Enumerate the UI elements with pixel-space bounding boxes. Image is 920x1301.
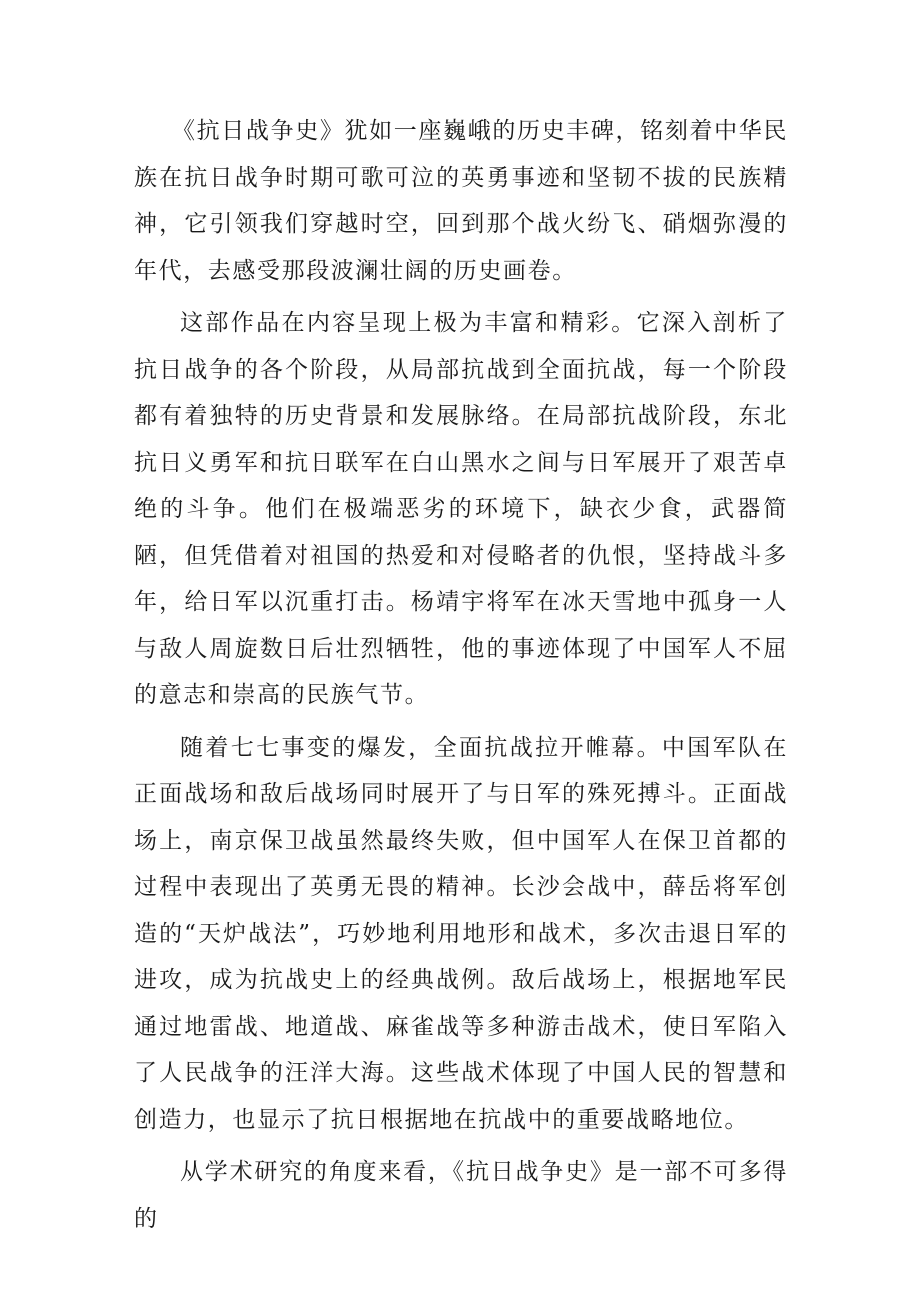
paragraph-4: 从学术研究的角度来看，《抗日战争史》是一部不可多得的 (134, 1159, 788, 1232)
paragraph-2: 这部作品在内容呈现上极为丰富和精彩。它深入剖析了抗日战争的各个阶段，从局部抗战到全面抗战，每一个阶段都有着独特的历史背景和发展脉络。在局部抗战阶段，东北抗日义勇军和抗日联军在白山黑水之间与日军展开了艰苦卓绝的斗争。他们在极端恶劣的环境下，缺衣少食，武器简陋，但凭借着对祖国的热爱和对侵略者的仇恨，坚持战斗多年，给日军以沉重打击。杨靖宇将军在冰天雪地中孤身一人与敌人周旋数日后壮烈牺牲，他的事迹体现了中国军人不屈的意志和崇高的民族气节。 (134, 310, 788, 708)
document-body (134, 108, 788, 1248)
paragraph-1: 《抗日战争史》犹如一座巍峨的历史丰碑，铭刻着中华民族在抗日战争时期可歌可泣的英勇事迹和坚韧不拔的民族精神，它引领我们穿越时空，回到那个战火纷飞、硝烟弥漫的年代，去感受那段波澜壮阔的历史画卷。 (134, 118, 788, 284)
paragraph-3: 随着七七事变的爆发，全面抗战拉开帷幕。中国军队在正面战场和敌后战场同时展开了与日军的殊死搏斗。正面战场上，南京保卫战虽然最终失败，但中国军人在保卫首都的过程中表现出了英勇无畏的精神。长沙会战中，薛岳将军创造的“天炉战法”，巧妙地利用地形和战术，多次击退日军的进攻，成为抗战史上的经典战例。敌后战场上，根据地军民通过地雷战、地道战、麻雀战等多种游击战术，使日军陷入了人民战争的汪洋大海。这些战术体现了中国人民的智慧和创造力，也显示了抗日根据地在抗战中的重要战略地位。 (134, 734, 788, 1133)
